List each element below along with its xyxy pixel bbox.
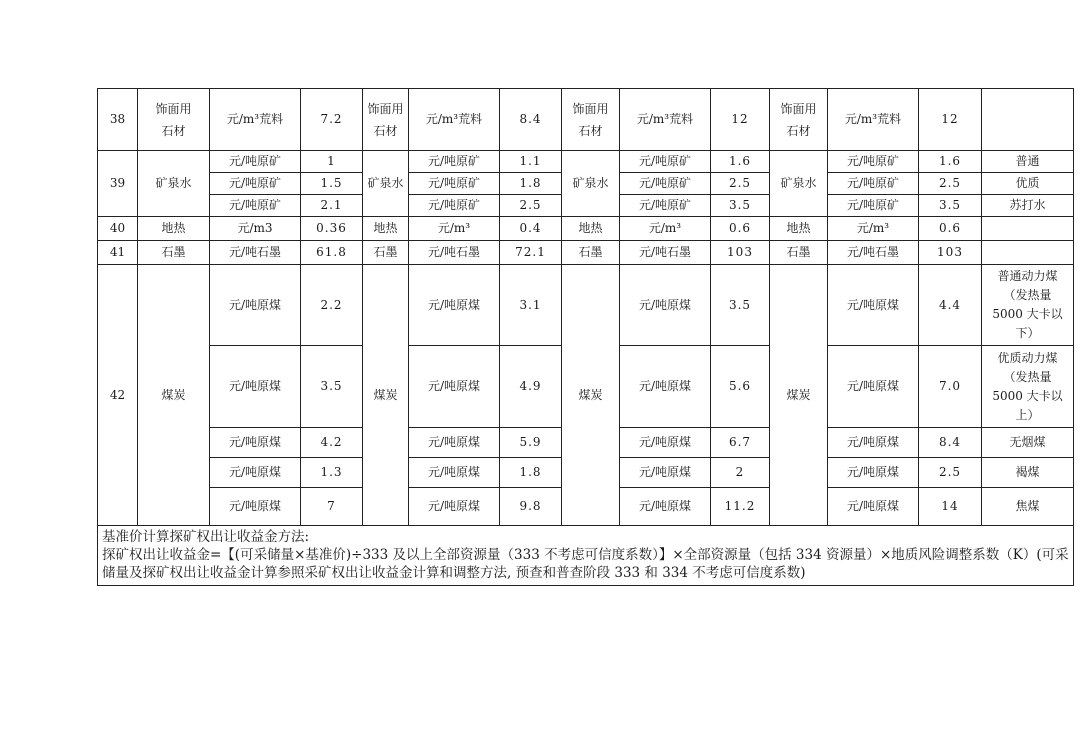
table-row [98, 89, 1074, 151]
price-cell: 3.5 [711, 195, 770, 217]
price-cell: 1.5 [301, 173, 363, 195]
price-cell: 5.6 [711, 346, 770, 428]
unit-cell: 元/吨原煤 [210, 488, 301, 526]
price-cell: 1.3 [301, 458, 363, 488]
unit-cell: 元/m³荒料 [210, 89, 301, 151]
unit-cell: 元/吨原煤 [210, 346, 301, 428]
mineral-name: 石墨 [770, 241, 828, 265]
table-row [98, 241, 1074, 265]
unit-cell: 元/吨原矿 [210, 173, 301, 195]
price-cell: 0.36 [301, 217, 363, 241]
unit-cell: 元/吨原矿 [828, 195, 919, 217]
mineral-name: 地热 [363, 217, 409, 241]
unit-cell: 元/吨石墨 [409, 241, 500, 265]
mineral-name: 饰面用 石材 [770, 89, 828, 151]
mineral-name: 石墨 [138, 241, 210, 265]
mineral-name: 地热 [138, 217, 210, 241]
unit-cell: 元/吨原矿 [828, 173, 919, 195]
price-cell: 4.9 [500, 346, 562, 428]
price-cell: 7.2 [301, 89, 363, 151]
price-cell: 2.1 [301, 195, 363, 217]
unit-cell: 元/吨原煤 [210, 428, 301, 458]
unit-cell: 元/吨原煤 [828, 428, 919, 458]
unit-cell: 元/吨原矿 [210, 195, 301, 217]
price-cell: 4.2 [301, 428, 363, 458]
price-cell: 4.4 [919, 265, 982, 346]
mineral-name: 饰面用 石材 [562, 89, 620, 151]
unit-cell: 元/吨原矿 [409, 173, 500, 195]
unit-cell: 元/吨原煤 [409, 265, 500, 346]
price-cell: 2.5 [500, 195, 562, 217]
price-cell: 0.4 [500, 217, 562, 241]
unit-cell: 元/m³ [409, 217, 500, 241]
mineral-name: 饰面用 石材 [363, 89, 409, 151]
unit-cell: 元/吨原煤 [620, 488, 711, 526]
mineral-name: 石墨 [562, 241, 620, 265]
formula-row [98, 526, 1074, 586]
note-cell: 优质 [982, 173, 1074, 195]
mineral-name: 饰面用 石材 [138, 89, 210, 151]
mineral-name: 矿泉水 [363, 151, 409, 217]
price-cell: 3.5 [711, 265, 770, 346]
price-cell: 3.5 [919, 195, 982, 217]
price-cell: 1 [301, 151, 363, 173]
unit-cell: 元/m³荒料 [620, 89, 711, 151]
price-cell: 72.1 [500, 241, 562, 265]
unit-cell: 元/m³ [620, 217, 711, 241]
unit-cell: 元/吨原煤 [828, 265, 919, 346]
row-number: 40 [98, 217, 138, 241]
unit-cell: 元/吨原煤 [620, 265, 711, 346]
mineral-name: 地热 [562, 217, 620, 241]
price-cell: 3.5 [301, 346, 363, 428]
note-cell: 普通 [982, 151, 1074, 173]
unit-cell: 元/吨石墨 [828, 241, 919, 265]
table-row [98, 217, 1074, 241]
unit-cell: 元/吨石墨 [620, 241, 711, 265]
price-table-page [97, 88, 1069, 586]
table-row [98, 265, 1074, 346]
unit-cell: 元/吨原煤 [210, 265, 301, 346]
unit-cell: 元/吨原煤 [828, 488, 919, 526]
price-cell: 8.4 [919, 428, 982, 458]
unit-cell: 元/吨原煤 [409, 346, 500, 428]
note-cell: 优质动力煤 （发热量 5000 大卡以 上） [982, 346, 1074, 428]
unit-cell: 元/吨原矿 [210, 151, 301, 173]
price-cell: 1.1 [500, 151, 562, 173]
note-cell: 普通动力煤 （发热量 5000 大卡以 下） [982, 265, 1074, 346]
price-cell: 2.5 [919, 173, 982, 195]
price-cell: 2.2 [301, 265, 363, 346]
mineral-name: 煤炭 [363, 265, 409, 526]
price-cell: 12 [919, 89, 982, 151]
unit-cell: 元/吨原矿 [620, 195, 711, 217]
note-cell [982, 217, 1074, 241]
price-cell: 1.6 [919, 151, 982, 173]
unit-cell: 元/吨原煤 [620, 428, 711, 458]
unit-cell: 元/m³荒料 [409, 89, 500, 151]
mineral-name: 煤炭 [562, 265, 620, 526]
price-cell: 6.7 [711, 428, 770, 458]
formula-note [98, 526, 1074, 586]
unit-cell: 元/m³荒料 [828, 89, 919, 151]
price-cell: 2.5 [711, 173, 770, 195]
table-row [98, 151, 1074, 173]
mineral-name: 矿泉水 [562, 151, 620, 217]
unit-cell: 元/吨原煤 [210, 458, 301, 488]
note-cell [982, 89, 1074, 151]
price-cell: 1.8 [500, 173, 562, 195]
note-cell: 焦煤 [982, 488, 1074, 526]
mineral-name: 地热 [770, 217, 828, 241]
price-cell: 5.9 [500, 428, 562, 458]
unit-cell: 元/吨原矿 [409, 151, 500, 173]
row-number: 39 [98, 151, 138, 217]
price-cell: 7 [301, 488, 363, 526]
formula-title: 基准价计算探矿权出让收益金方法: [102, 529, 310, 545]
mineral-name: 矿泉水 [138, 151, 210, 217]
price-cell: 12 [711, 89, 770, 151]
unit-cell: 元/吨石墨 [210, 241, 301, 265]
row-number: 38 [98, 89, 138, 151]
unit-cell: 元/吨原矿 [620, 151, 711, 173]
note-cell: 褐煤 [982, 458, 1074, 488]
price-cell: 0.6 [711, 217, 770, 241]
price-cell: 1.6 [711, 151, 770, 173]
mineral-name: 煤炭 [770, 265, 828, 526]
mineral-name: 煤炭 [138, 265, 210, 526]
benchmark-price-table [97, 88, 1074, 586]
note-cell: 苏打水 [982, 195, 1074, 217]
unit-cell: 元/m³ [828, 217, 919, 241]
unit-cell: 元/m3 [210, 217, 301, 241]
price-cell: 8.4 [500, 89, 562, 151]
price-cell: 1.8 [500, 458, 562, 488]
price-cell: 0.6 [919, 217, 982, 241]
unit-cell: 元/吨原煤 [409, 488, 500, 526]
price-cell: 9.8 [500, 488, 562, 526]
price-cell: 14 [919, 488, 982, 526]
unit-cell: 元/吨原矿 [409, 195, 500, 217]
unit-cell: 元/吨原煤 [409, 428, 500, 458]
price-cell: 7.0 [919, 346, 982, 428]
mineral-name: 矿泉水 [770, 151, 828, 217]
price-cell: 2 [711, 458, 770, 488]
unit-cell: 元/吨原矿 [620, 173, 711, 195]
price-cell: 2.5 [919, 458, 982, 488]
price-cell: 11.2 [711, 488, 770, 526]
unit-cell: 元/吨原煤 [409, 458, 500, 488]
price-cell: 61.8 [301, 241, 363, 265]
row-number: 41 [98, 241, 138, 265]
unit-cell: 元/吨原矿 [828, 151, 919, 173]
unit-cell: 元/吨原煤 [828, 458, 919, 488]
note-cell: 无烟煤 [982, 428, 1074, 458]
formula-text: 探矿权出让收益金=【(可采储量×基准价)÷333 及以上全部资源量（333 不考虑可信度系数）】×全部资源量（包括 334 资源量）×地质风险调整系数（K）(可采储量及探矿权出让收益金计算参照采矿权出让收益金计算和调整方法, 预查和普查阶段 333 和 334 不考虑可信度系数) [102, 547, 1069, 581]
price-cell: 103 [711, 241, 770, 265]
mineral-name: 石墨 [363, 241, 409, 265]
price-cell: 103 [919, 241, 982, 265]
unit-cell: 元/吨原煤 [828, 346, 919, 428]
price-cell: 3.1 [500, 265, 562, 346]
unit-cell: 元/吨原煤 [620, 346, 711, 428]
unit-cell: 元/吨原煤 [620, 458, 711, 488]
row-number: 42 [98, 265, 138, 526]
note-cell [982, 241, 1074, 265]
